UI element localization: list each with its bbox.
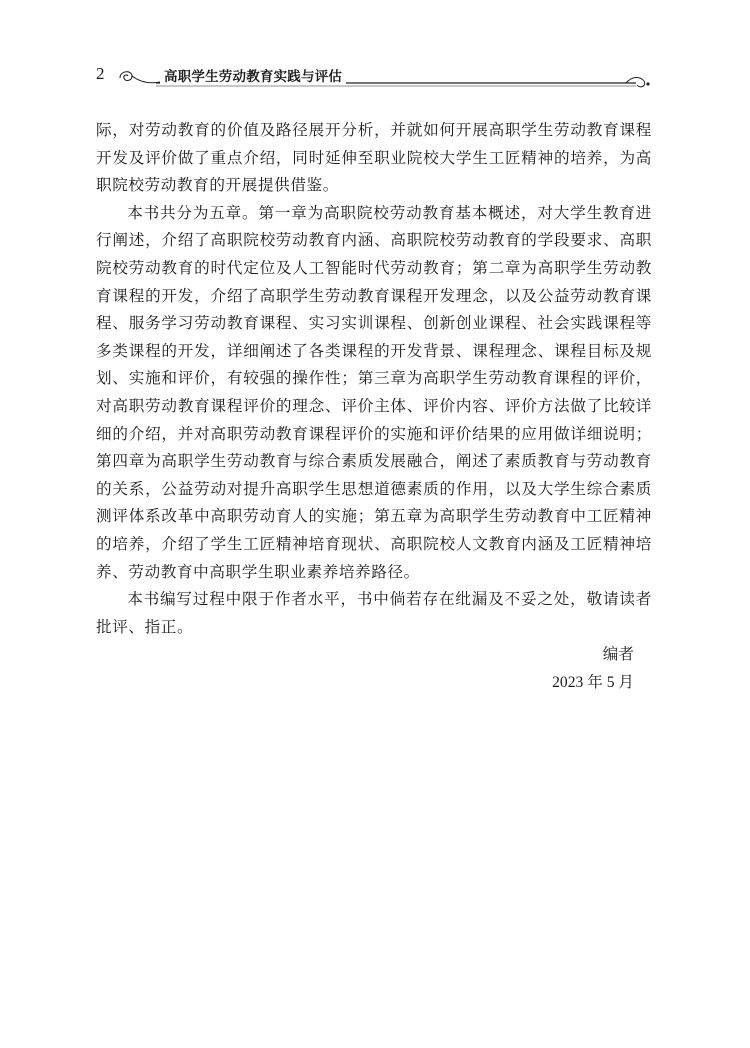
running-header: [96, 62, 652, 92]
page-number: 2: [96, 64, 105, 83]
author-signature: 编者: [602, 645, 634, 664]
paragraph-continuation: 际，对劳动教育的价值及路径展开分析，并就如何开展高职学生劳动教育课程开发及评价做了重点介绍，同时延伸至职业院校大学生工匠精神的培养，为高职院校劳动教育的开展提供借鉴。: [96, 121, 652, 195]
publication-date: 2023 年 5 月: [552, 673, 634, 691]
page-body: [96, 117, 652, 696]
paragraph-closing-note: 本书编写过程中限于作者水平，书中倘若存在纰漏及不妥之处，敬请读者批评、指正。: [96, 590, 652, 636]
book-title: 高职学生劳动教育实践与评估: [160, 65, 346, 85]
paragraph-chapter-summary: 本书共分为五章。第一章为高职院校劳动教育基本概述，对大学生教育进行阐述，介绍了高职院校劳动教育内涵、高职院校劳动教育的学段要求、高职院校劳动教育的时代定位及人工智能时代劳动教育；第二章为高职学生劳动教育课程的开发，介绍了高职学生劳动教育课程开发理念，以及公益劳动教育课程、服务学习劳动教育课程、实习实训课程、创新创业课程、社会实践课程等多类课程的开发，详细阐述了各类课程的开发背景、课程理念、课程目标及规划、实施和评价，有较强的操作性；第三章为高职学生劳动教育课程的评价，对高职劳动教育课程评价的理念、评价主体、评价内容、评价方法做了比较详细的介绍，并对高职劳动教育课程评价的实施和评价结果的应用做详细说明；第四章为高职学生劳动教育与综合素质发展融合，阐述了素质教育与劳动教育的关系，公益劳动对提升高职学生思想道德素质的作用，以及大学生综合素质测评体系改革中高职劳动育人的实施；第五章为高职学生劳动教育中工匠精神的培养，介绍了学生工匠精神培育现状、高职院校人文教育内涵及工匠精神培养、劳动教育中高职学生职业素养培养路径。: [96, 203, 652, 581]
